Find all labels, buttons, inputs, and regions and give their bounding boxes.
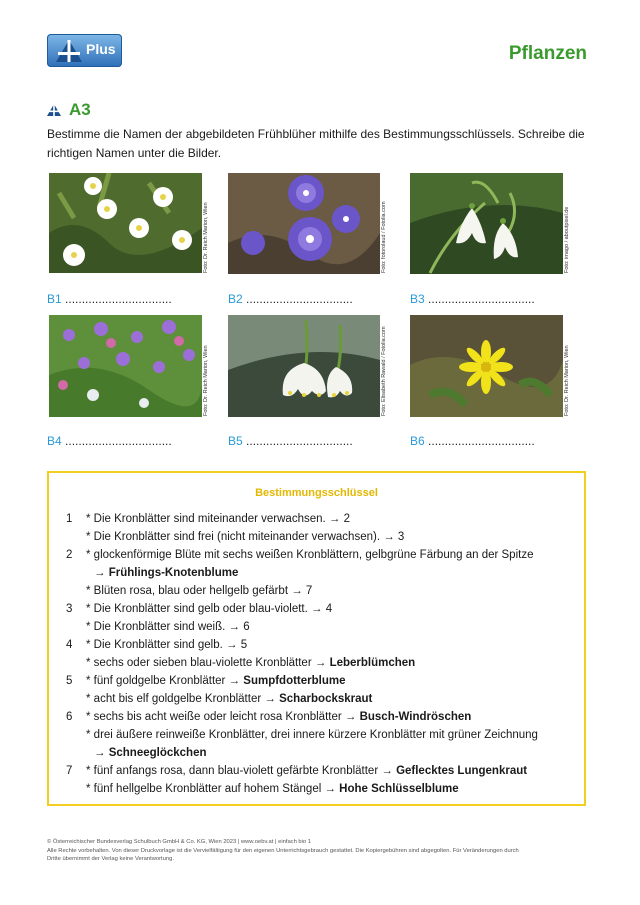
answer-b1: [47, 292, 172, 306]
answer-b6: [410, 434, 535, 448]
key-line: * Die Kronblätter sind gelb. → 5: [86, 639, 248, 651]
key-number-1: 1: [66, 513, 73, 525]
answer-label-b6: B6: [410, 434, 425, 448]
key-number-6: 6: [66, 711, 73, 723]
key-line: * fünf anfangs rosa, dann blau-violett gefärbte Kronblätter → Geflecktes Lungenkraut: [86, 765, 528, 777]
answer-line-b5[interactable]: ................................: [246, 434, 353, 448]
key-number-2: 2: [66, 549, 73, 561]
photo-b6: [410, 315, 563, 417]
photo-b1: [49, 173, 202, 273]
photo-b5: [228, 315, 380, 417]
answer-b4: [47, 434, 172, 448]
key-number-5: 5: [66, 675, 73, 687]
photo-credit-b1: Foto: Dr. Reich Marion, Wien: [203, 202, 209, 273]
photo-credit-b5: Foto: Elisabeth Rawald / Fotolia.com: [381, 326, 387, 416]
key-number-4: 4: [66, 639, 73, 651]
key-line: * Die Kronblätter sind weiß. → 6: [86, 621, 250, 633]
answer-b2: [228, 292, 353, 306]
copyright-footer: [47, 838, 587, 864]
task-instruction: [47, 125, 597, 163]
lungwort-photo-icon: [49, 315, 202, 417]
key-line: * Die Kronblätter sind frei (nicht miteinander verwachsen). → 3: [86, 531, 405, 543]
key-line: * drei äußere reinweiße Kronblätter, drei innere kürzere Kronblätter mit grüner Zeichnung: [86, 729, 538, 741]
answer-line-b4[interactable]: ................................: [65, 434, 172, 448]
key-line: * sechs bis acht weiße oder leicht rosa Kronblätter → Busch-Windröschen: [86, 711, 472, 723]
key-line: * sechs oder sieben blau-violette Kronblätter → Leberblümchen: [86, 657, 416, 669]
photo-b2: [228, 173, 380, 274]
answer-line-b1[interactable]: ................................: [65, 292, 172, 306]
answer-label-b2: B2: [228, 292, 243, 306]
snowflake-photo-icon: [228, 315, 380, 417]
answer-label-b3: B3: [410, 292, 425, 306]
photo-b3: [410, 173, 563, 274]
photo-credit-b2: Foto: fotorolaud / Fotolia.com: [381, 201, 387, 273]
key-number-7: 7: [66, 765, 73, 777]
photo-credit-b6: Foto: Dr. Reich Marion, Wien: [564, 345, 570, 416]
footer-line-1: © Österreichischer Bundesverlag Schulbuch GmbH & Co. KG, Wien 2023 | www.oebv.at | einfach bio 1: [47, 839, 311, 845]
answer-b3: [410, 292, 535, 306]
photo-credit-b3: Foto: imago / aboutpixel.de: [564, 206, 570, 273]
key-line: * Die Kronblätter sind miteinander verwachsen. → 2: [86, 513, 350, 525]
photo-b4: [49, 315, 202, 417]
key-line: → Frühlings-Knotenblume: [94, 567, 239, 579]
task-triangle-icon: [47, 104, 61, 116]
logo-text: Plus: [86, 41, 116, 57]
page-title: Pflanzen: [508, 43, 587, 64]
identification-key-box: [47, 471, 586, 806]
footer-line-2: Alle Rechte vorbehalten. Von dieser Druckvorlage ist die Vervielfältigung für den eigenen Unterrichtsgebrauch gestattet. Die Kopiergebühren sind abgegolten. Für Veränderungen durch: [47, 847, 519, 854]
key-line: * glockenförmige Blüte mit sechs weißen Kronblättern, gelbgrüne Färbung an der Spitze: [86, 549, 534, 561]
key-line: * fünf goldgelbe Kronblätter → Sumpfdotterblume: [86, 675, 346, 687]
key-title: Bestimmungsschlüssel: [255, 487, 378, 499]
answer-label-b4: B4: [47, 434, 62, 448]
answer-line-b2[interactable]: ................................: [246, 292, 353, 306]
footer-line-3: Dritte übernimmt der Verlag keine Verantwortung.: [47, 856, 174, 863]
key-line: * Die Kronblätter sind gelb oder blau-violett. → 4: [86, 603, 333, 615]
answer-line-b6[interactable]: ................................: [428, 434, 535, 448]
oebv-plus-logo: [47, 34, 122, 67]
key-line: * acht bis elf goldgelbe Kronblätter → Scharbockskraut: [86, 693, 373, 705]
snowdrop-photo-icon: [410, 173, 563, 274]
celandine-photo-icon: [410, 315, 563, 417]
key-line: * Blüten rosa, blau oder hellgelb gefärbt → 7: [86, 585, 313, 597]
key-line: * fünf hellgelbe Kronblätter auf hohem Stängel → Hohe Schlüsselblume: [86, 783, 459, 795]
task-id: A3: [69, 100, 91, 119]
photo-credit-b4: Foto: Dr. Reich Marion, Wien: [203, 345, 209, 416]
key-number-3: 3: [66, 603, 73, 615]
wood-anemone-photo-icon: [49, 173, 202, 273]
instruction-line-2: richtigen Namen unter die Bilder.: [47, 146, 222, 160]
answer-label-b1: B1: [47, 292, 62, 306]
answer-label-b5: B5: [228, 434, 243, 448]
liverwort-photo-icon: [228, 173, 380, 274]
instruction-line-1: Bestimme die Namen der abgebildeten Frühblüher mithilfe des Bestimmungsschlüssels. Schreibe die: [47, 127, 585, 141]
answer-line-b3[interactable]: ................................: [428, 292, 535, 306]
key-line: → Schneeglöckchen: [94, 747, 207, 759]
answer-b5: [228, 434, 353, 448]
triangle-logo-icon: [55, 39, 83, 63]
